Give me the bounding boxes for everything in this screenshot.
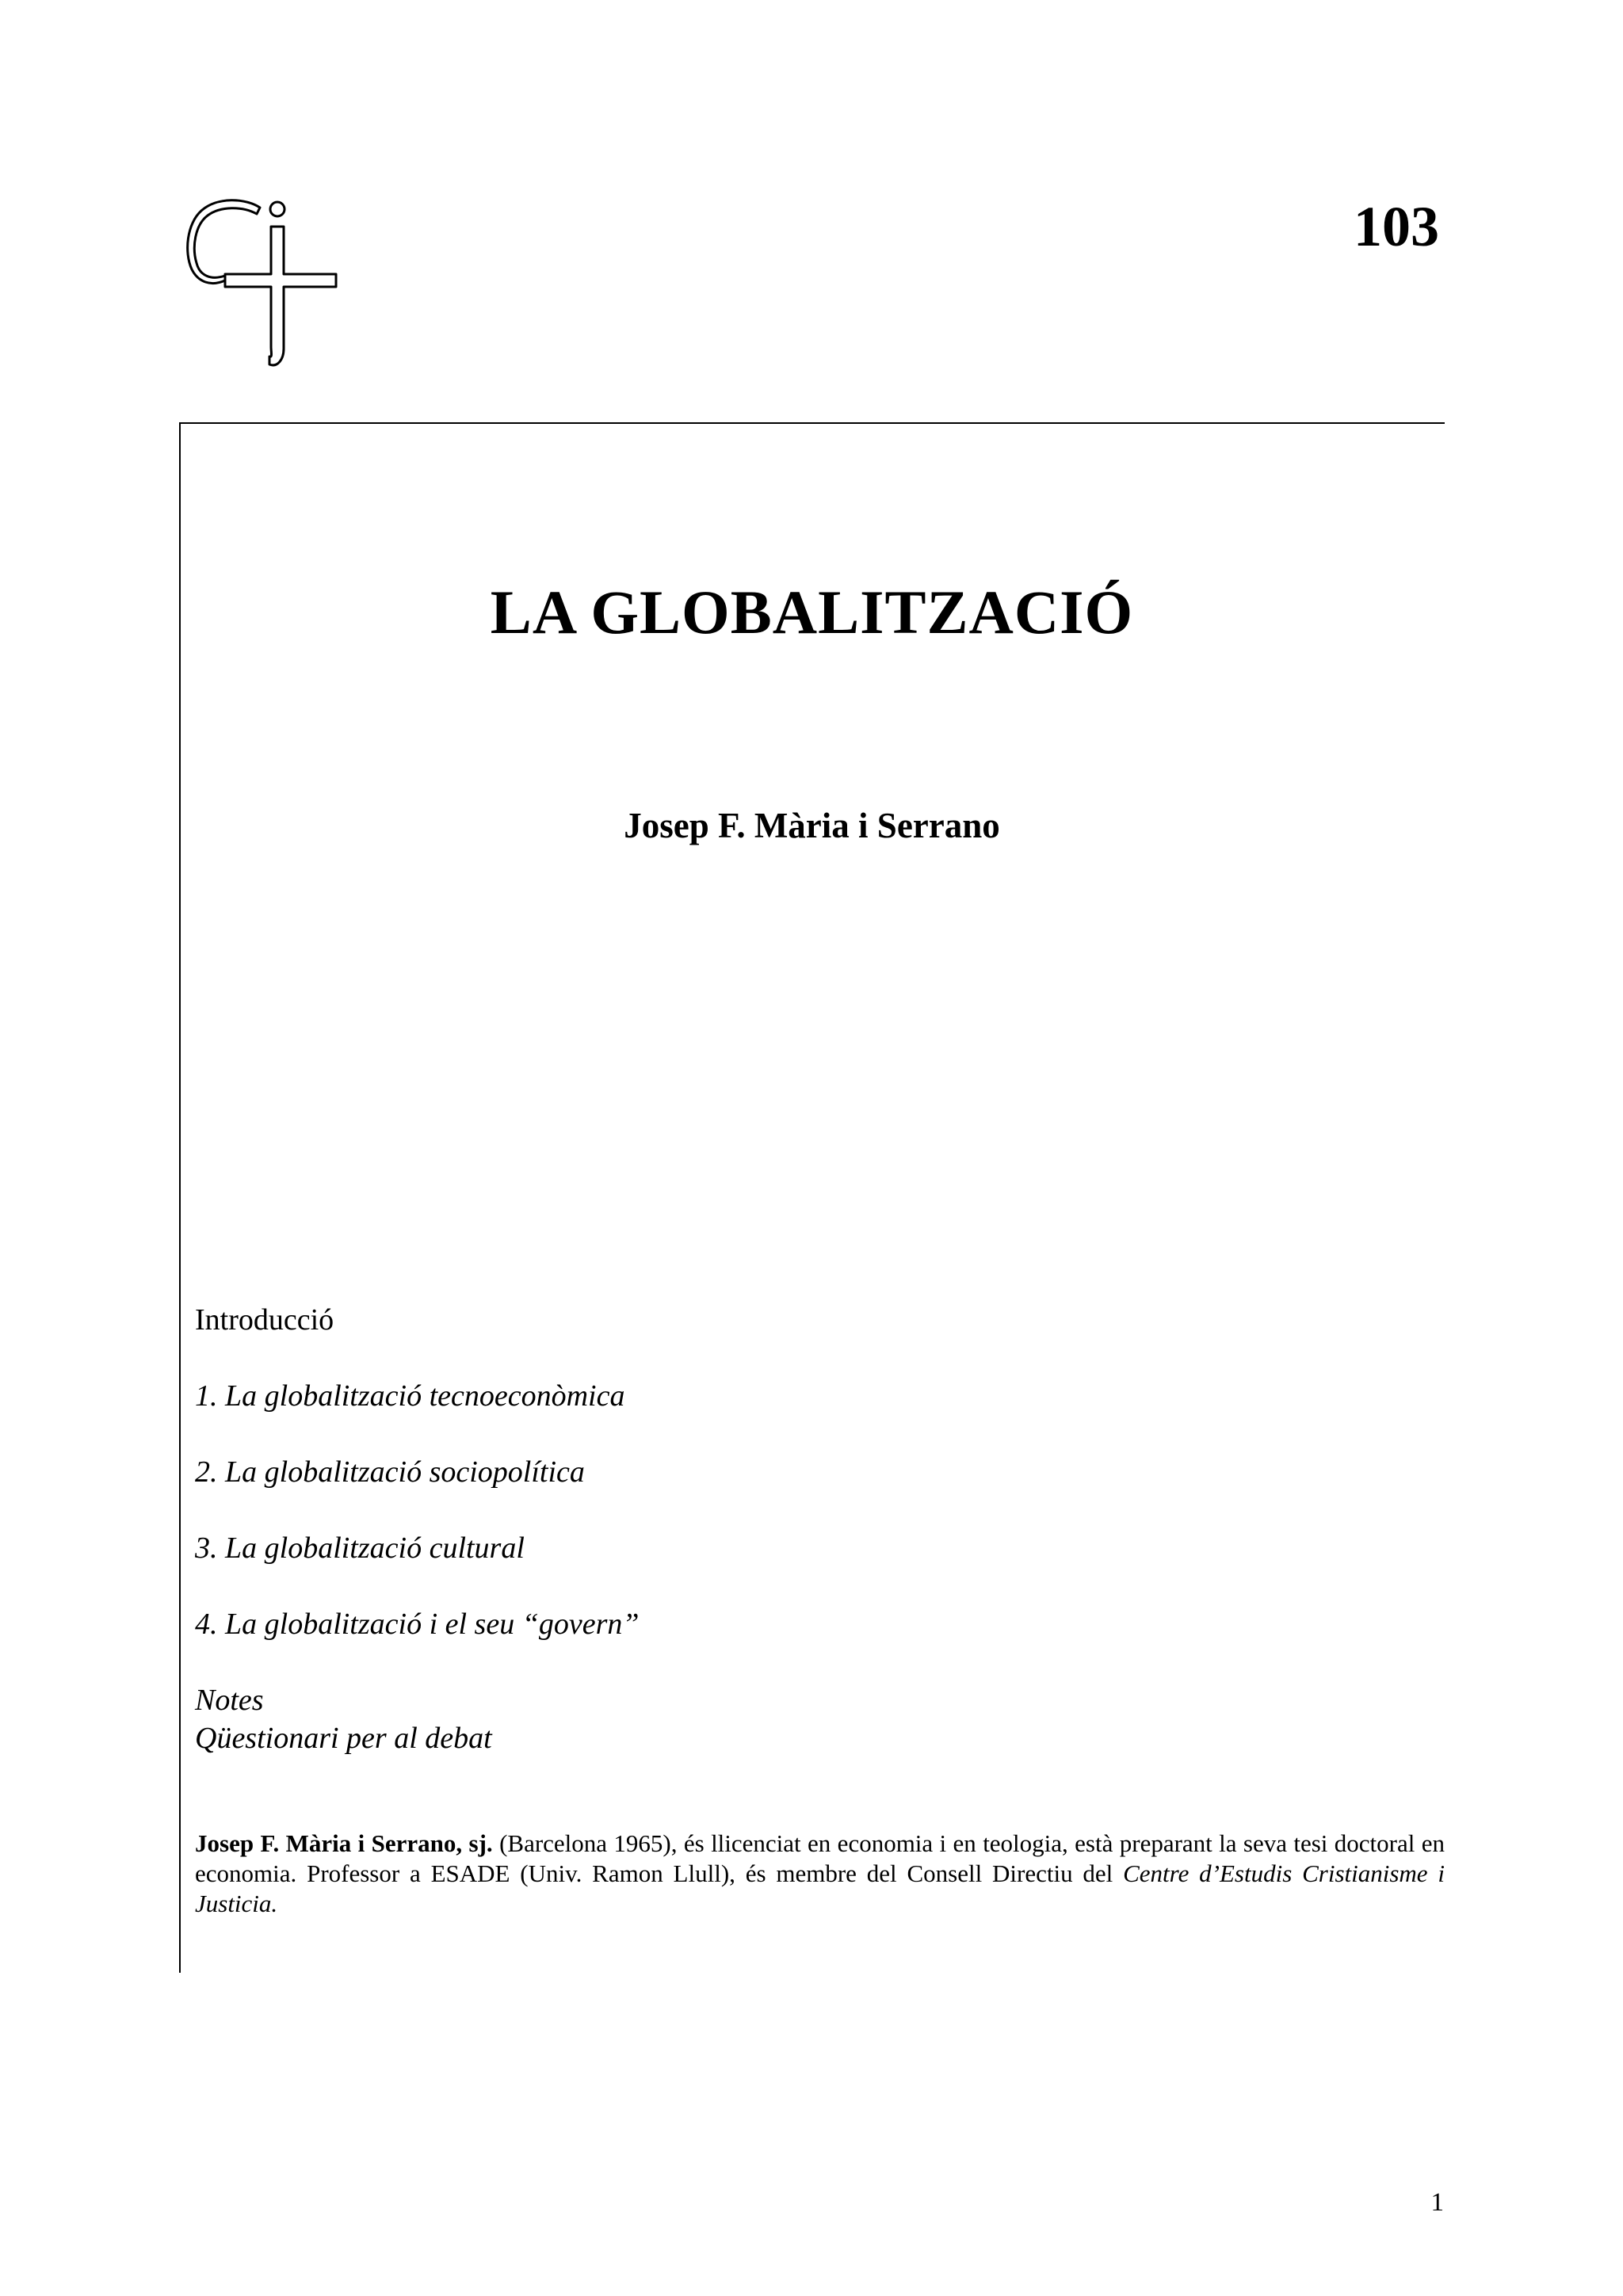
frame-left-rule bbox=[179, 422, 181, 1973]
bio-text: (Barcelona 1965), és llicenciat en economia i en teologia, està preparant la seva tesi doctoral en economia. Professor a ESADE (Univ. Ramon Llull), és membre del Consell Directiu del bbox=[195, 1829, 1445, 1887]
toc-notes: Notes bbox=[195, 1684, 264, 1717]
document-title: LA GLOBALITZACIÓ bbox=[490, 578, 1134, 646]
document-author: Josep F. Mària i Serrano bbox=[624, 806, 1000, 845]
issue-number: 103 bbox=[1354, 195, 1439, 258]
toc-introduction: Introducció bbox=[195, 1303, 334, 1337]
cj-monogram-logo-icon bbox=[184, 193, 339, 369]
toc-section-4: 4. La globalització i el seu “govern” bbox=[195, 1608, 640, 1641]
toc-section-2: 2. La globalització sociopolítica bbox=[195, 1455, 585, 1489]
bio-organization: Centre d’Estudis Cristianisme i Justicia. bbox=[195, 1859, 1445, 1917]
frame-top-rule bbox=[179, 422, 1445, 424]
author-bio bbox=[195, 1829, 1445, 1919]
bio-author-name: Josep F. Mària i Serrano, sj. bbox=[195, 1829, 493, 1857]
toc-section-3: 3. La globalització cultural bbox=[195, 1531, 525, 1565]
toc-questionnaire: Qüestionari per al debat bbox=[195, 1722, 492, 1755]
toc-section-1: 1. La globalització tecnoeconòmica bbox=[195, 1379, 625, 1413]
page-number: 1 bbox=[1430, 2188, 1444, 2217]
